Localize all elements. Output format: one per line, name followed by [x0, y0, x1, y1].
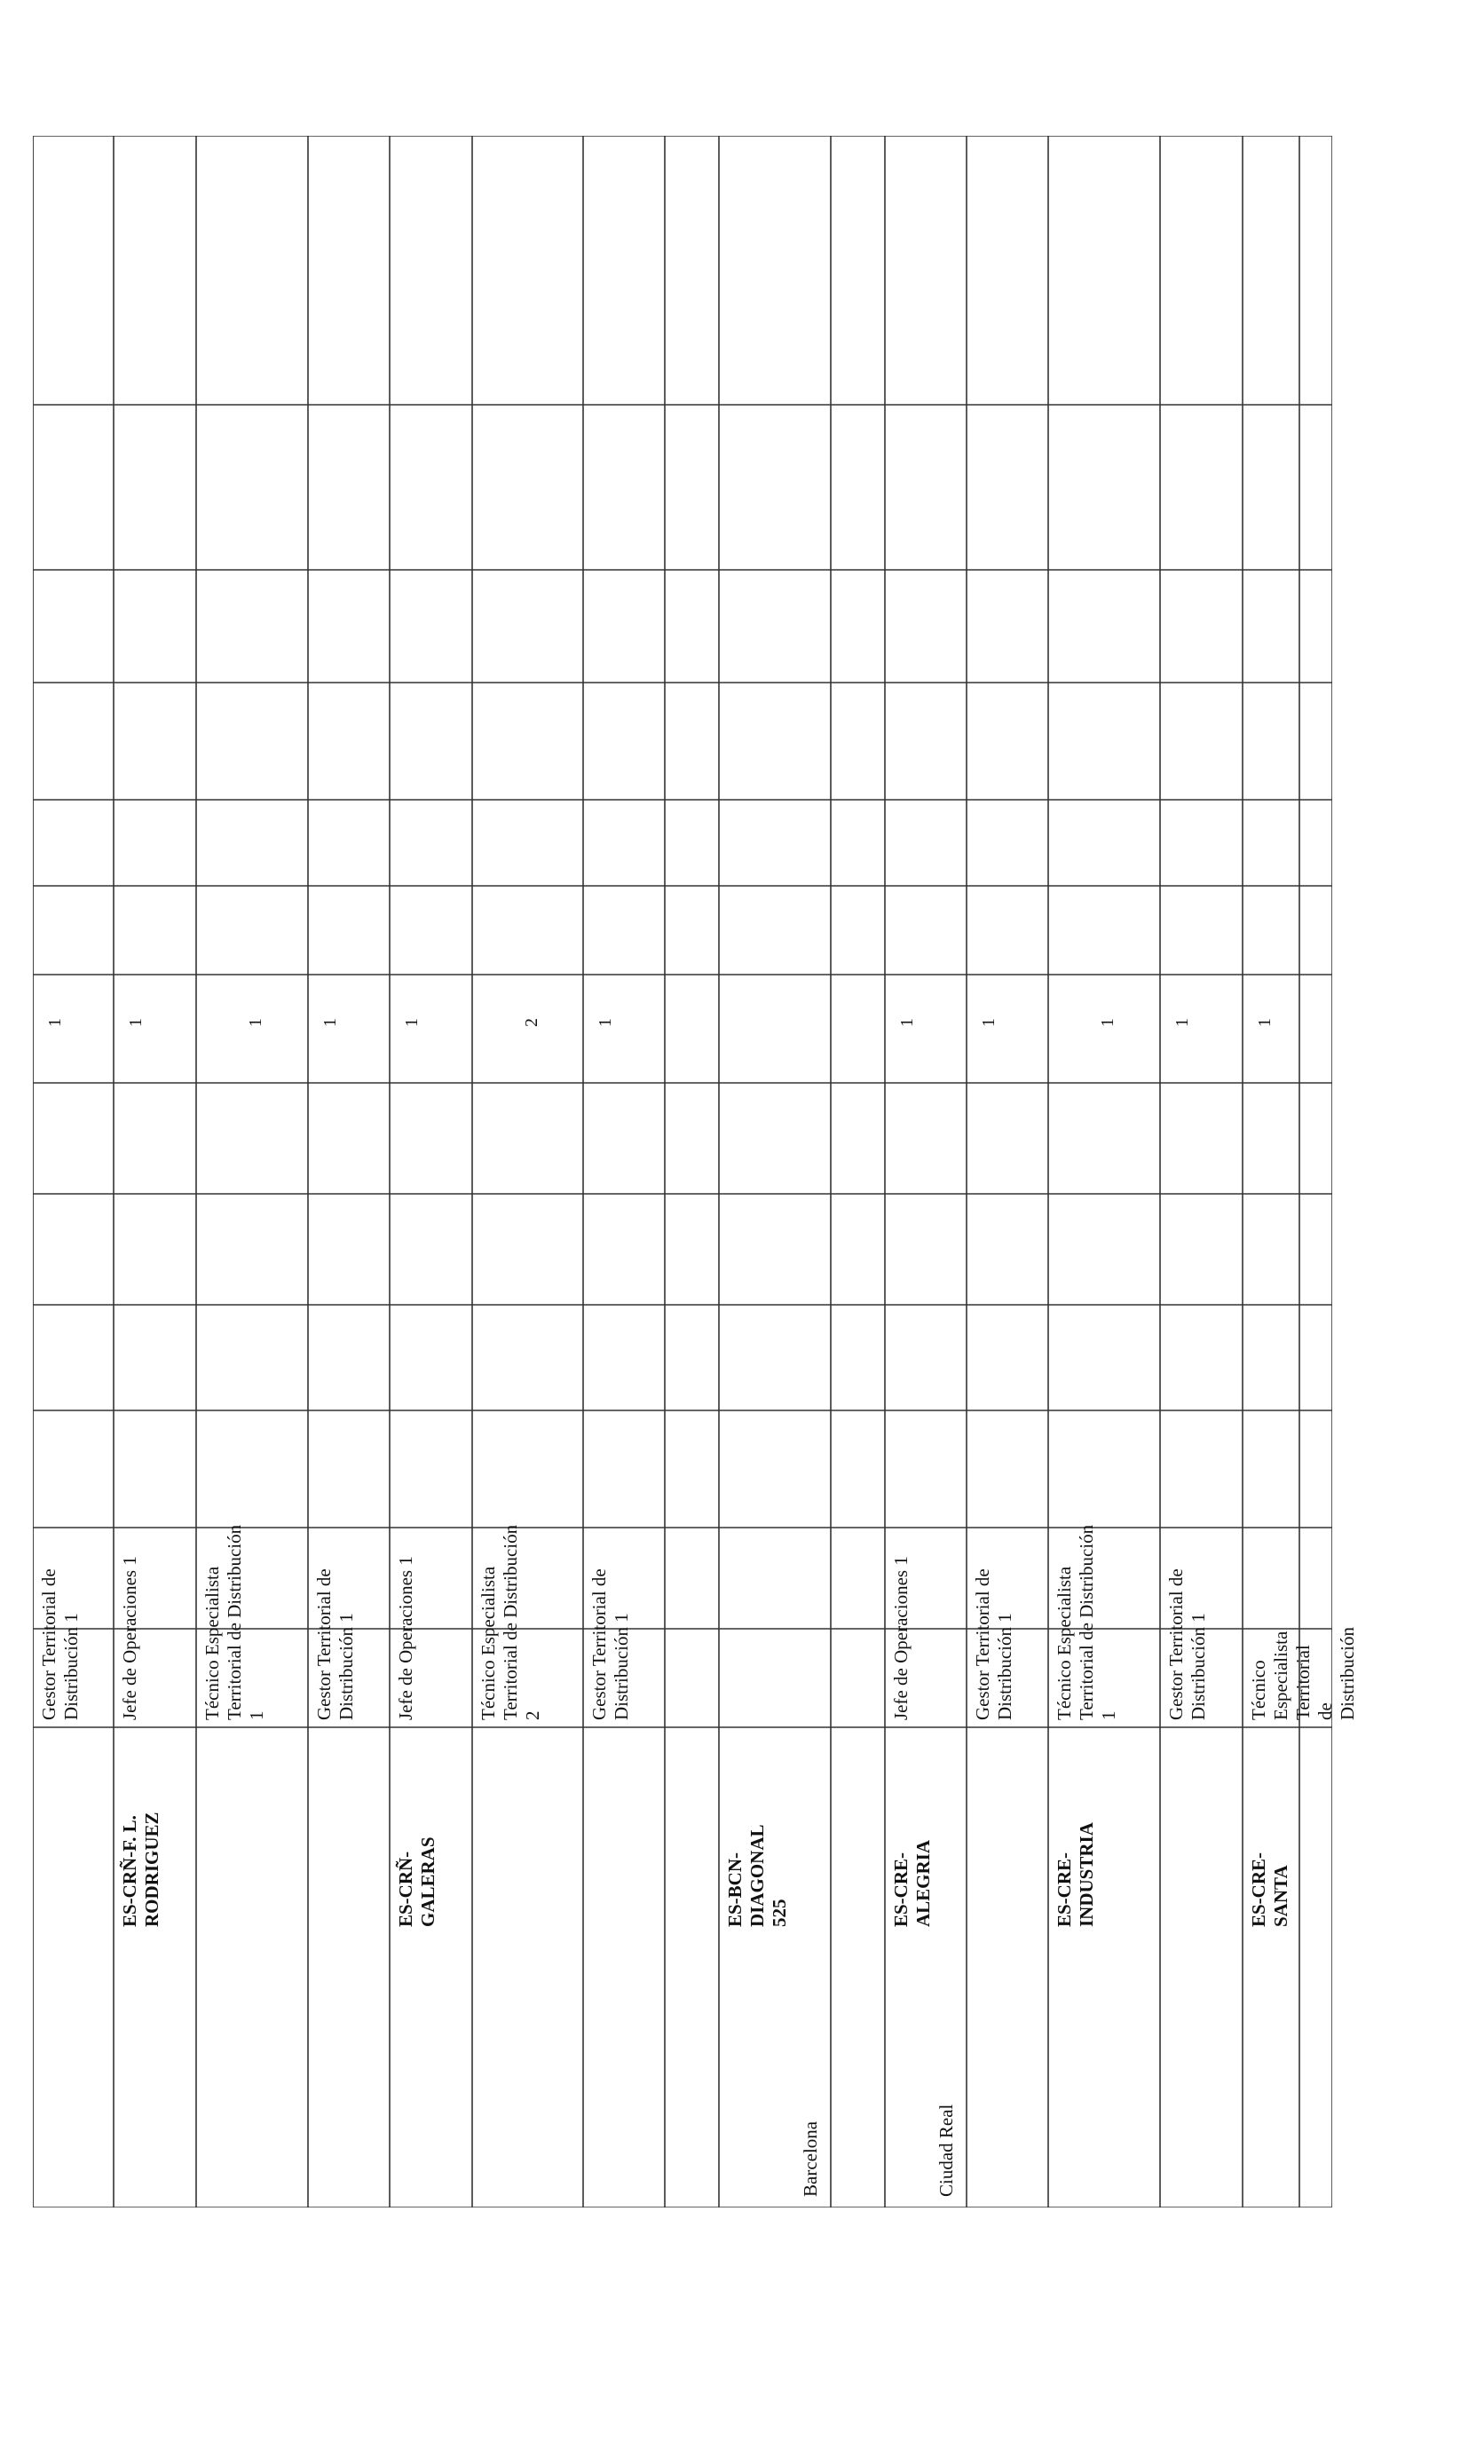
role-cell: Técnico Especialista Territorial de Distribución 1 [201, 1524, 267, 1720]
location-code-cell: ES-CRÑ- GALERAS [395, 1836, 438, 1927]
role-cell: Técnico Especialista Territorial de Distribución [1248, 1627, 1358, 1720]
table-grid [33, 136, 1332, 2207]
count-cell: 1 [126, 1018, 146, 1027]
role-cell: Gestor Territorial de Distribución 1 [972, 1568, 1015, 1720]
count-cell: 1 [1255, 1018, 1275, 1027]
location-code-cell: ES-CRÑ-F. L. RODRIGUEZ [119, 1812, 162, 1927]
city-cell: Ciudad Real [935, 2104, 957, 2197]
count-cell: 1 [246, 1018, 265, 1027]
role-cell: Jefe de Operaciones 1 [890, 1556, 912, 1720]
count-cell: 1 [1098, 1018, 1117, 1027]
count-cell: 1 [596, 1018, 615, 1027]
count-cell: 1 [320, 1018, 340, 1027]
city-cell: Barcelona [800, 2120, 821, 2197]
role-cell: Gestor Territorial de Distribución 1 [588, 1568, 632, 1720]
count-cell: 1 [45, 1018, 65, 1027]
role-cell: Gestor Territorial de Distribución 1 [38, 1568, 82, 1720]
count-cell: 1 [402, 1018, 422, 1027]
location-code-cell: ES-CRE- INDUSTRIA [1054, 1822, 1097, 1927]
location-code-cell: ES-BCN- DIAGONAL 525 [724, 1824, 790, 1927]
location-code-cell: ES-CRE- SANTA [1248, 1852, 1291, 1927]
role-cell: Técnico Especialista Territorial de Distribución 1 [1054, 1524, 1119, 1720]
role-cell: Técnico Especialista Territorial de Distribución 2 [478, 1524, 543, 1720]
count-cell: 1 [1172, 1018, 1192, 1027]
role-cell: Gestor Territorial de Distribución 1 [1165, 1568, 1209, 1720]
count-cell: 1 [979, 1018, 999, 1027]
role-cell: Jefe de Operaciones 1 [119, 1556, 140, 1720]
role-cell: Gestor Territorial de Distribución 1 [313, 1568, 357, 1720]
location-code-cell: ES-CRE- ALEGRIA [890, 1839, 934, 1927]
count-cell: 2 [522, 1018, 541, 1027]
role-cell: Jefe de Operaciones 1 [395, 1556, 416, 1720]
count-cell: 1 [897, 1018, 917, 1027]
rotated-staffing-table [33, 136, 1358, 2207]
